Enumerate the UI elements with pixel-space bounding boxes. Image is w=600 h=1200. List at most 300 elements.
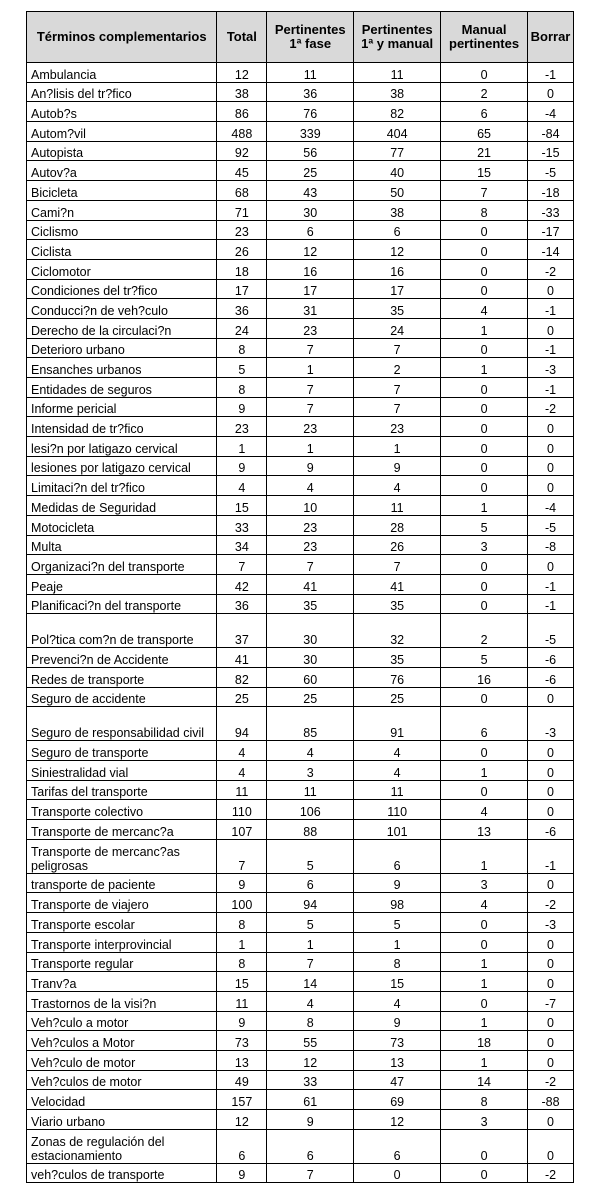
cell-total: 8 (217, 338, 267, 358)
cell-term: Transporte de mercanc?a (27, 820, 217, 840)
cell-total: 9 (217, 397, 267, 417)
table-row (27, 1050, 574, 1070)
cell-term: Pol?tica com?n de transporte (27, 614, 217, 648)
cell-relevant-first-phase: 43 (267, 181, 354, 201)
table-row (27, 648, 574, 668)
cell-total: 94 (217, 707, 267, 741)
cell-term: lesiones por latigazo cervical (27, 456, 217, 476)
cell-manual-relevant: 3 (441, 535, 528, 555)
cell-delete: -33 (528, 200, 574, 220)
cell-term: Bicicleta (27, 181, 217, 201)
cell-relevant-first-and-manual: 32 (354, 614, 441, 648)
cell-manual-relevant: 0 (441, 476, 528, 496)
cell-delete: 0 (528, 437, 574, 457)
table-row (27, 181, 574, 201)
cell-relevant-first-and-manual: 5 (354, 913, 441, 933)
cell-manual-relevant: 1 (441, 761, 528, 781)
cell-manual-relevant: 0 (441, 220, 528, 240)
cell-delete: -1 (528, 299, 574, 319)
cell-relevant-first-and-manual: 12 (354, 1110, 441, 1130)
cell-relevant-first-phase: 61 (267, 1090, 354, 1110)
cell-relevant-first-phase: 25 (267, 687, 354, 707)
cell-relevant-first-and-manual: 11 (354, 780, 441, 800)
cell-manual-relevant: 15 (441, 161, 528, 181)
cell-delete: 0 (528, 741, 574, 761)
cell-relevant-first-and-manual: 38 (354, 82, 441, 102)
cell-manual-relevant: 0 (441, 279, 528, 299)
cell-total: 38 (217, 82, 267, 102)
table-row (27, 102, 574, 122)
cell-relevant-first-phase: 7 (267, 338, 354, 358)
cell-relevant-first-phase: 4 (267, 476, 354, 496)
cell-relevant-first-and-manual: 91 (354, 707, 441, 741)
cell-term: An?lisis del tr?fico (27, 82, 217, 102)
cell-relevant-first-phase: 6 (267, 873, 354, 893)
cell-relevant-first-and-manual: 6 (354, 220, 441, 240)
cell-term: Siniestralidad vial (27, 761, 217, 781)
cell-relevant-first-phase: 11 (267, 780, 354, 800)
cell-term: veh?culos de transporte (27, 1163, 217, 1183)
cell-delete: -15 (528, 141, 574, 161)
cell-relevant-first-phase: 94 (267, 893, 354, 913)
cell-total: 9 (217, 1011, 267, 1031)
table-row (27, 417, 574, 437)
cell-delete: -2 (528, 1070, 574, 1090)
cell-relevant-first-phase: 85 (267, 707, 354, 741)
table-row (27, 839, 574, 873)
cell-relevant-first-phase: 3 (267, 761, 354, 781)
cell-relevant-first-and-manual: 12 (354, 240, 441, 260)
table-row (27, 200, 574, 220)
cell-manual-relevant: 1 (441, 952, 528, 972)
cell-relevant-first-phase: 8 (267, 1011, 354, 1031)
table-row (27, 220, 574, 240)
cell-total: 11 (217, 780, 267, 800)
table-row (27, 496, 574, 516)
header-terms: Términos complementarios (27, 12, 217, 63)
cell-delete: -1 (528, 378, 574, 398)
cell-term: Transporte escolar (27, 913, 217, 933)
cell-term: Ciclismo (27, 220, 217, 240)
cell-relevant-first-and-manual: 4 (354, 476, 441, 496)
cell-manual-relevant: 0 (441, 417, 528, 437)
cell-delete: -6 (528, 820, 574, 840)
cell-term: Limitaci?n del tr?fico (27, 476, 217, 496)
cell-delete: -2 (528, 397, 574, 417)
cell-relevant-first-and-manual: 7 (354, 555, 441, 575)
table-row (27, 952, 574, 972)
cell-delete: 0 (528, 456, 574, 476)
cell-term: lesi?n por latigazo cervical (27, 437, 217, 457)
cell-relevant-first-phase: 56 (267, 141, 354, 161)
cell-manual-relevant: 2 (441, 82, 528, 102)
cell-relevant-first-and-manual: 76 (354, 667, 441, 687)
cell-relevant-first-and-manual: 38 (354, 200, 441, 220)
cell-relevant-first-phase: 12 (267, 1050, 354, 1070)
cell-term: Informe pericial (27, 397, 217, 417)
cell-total: 8 (217, 913, 267, 933)
cell-delete: -3 (528, 358, 574, 378)
cell-manual-relevant: 0 (441, 378, 528, 398)
cell-term: Entidades de seguros (27, 378, 217, 398)
cell-total: 36 (217, 594, 267, 614)
cell-manual-relevant: 13 (441, 820, 528, 840)
cell-manual-relevant: 5 (441, 648, 528, 668)
table-row (27, 780, 574, 800)
cell-delete: 0 (528, 82, 574, 102)
cell-total: 9 (217, 1163, 267, 1183)
cell-total: 23 (217, 220, 267, 240)
cell-relevant-first-phase: 30 (267, 200, 354, 220)
cell-relevant-first-and-manual: 8 (354, 952, 441, 972)
cell-term: Veh?culos de motor (27, 1070, 217, 1090)
cell-relevant-first-and-manual: 17 (354, 279, 441, 299)
cell-delete: 0 (528, 972, 574, 992)
table-row (27, 893, 574, 913)
cell-relevant-first-phase: 17 (267, 279, 354, 299)
cell-relevant-first-and-manual: 2 (354, 358, 441, 378)
cell-relevant-first-phase: 23 (267, 318, 354, 338)
cell-manual-relevant: 3 (441, 1110, 528, 1130)
cell-manual-relevant: 4 (441, 893, 528, 913)
table-row (27, 63, 574, 83)
cell-manual-relevant: 0 (441, 259, 528, 279)
cell-term: Ciclista (27, 240, 217, 260)
cell-relevant-first-phase: 88 (267, 820, 354, 840)
cell-term: Zonas de regulación del estacionamiento (27, 1129, 217, 1163)
cell-total: 13 (217, 1050, 267, 1070)
cell-relevant-first-and-manual: 28 (354, 515, 441, 535)
table-row (27, 122, 574, 142)
cell-relevant-first-and-manual: 11 (354, 63, 441, 83)
cell-term: Planificaci?n del transporte (27, 594, 217, 614)
cell-term: Medidas de Seguridad (27, 496, 217, 516)
cell-delete: -2 (528, 1163, 574, 1183)
cell-relevant-first-phase: 9 (267, 1110, 354, 1130)
cell-delete: 0 (528, 800, 574, 820)
cell-total: 6 (217, 1129, 267, 1163)
cell-manual-relevant: 8 (441, 1090, 528, 1110)
cell-delete: 0 (528, 932, 574, 952)
cell-manual-relevant: 6 (441, 707, 528, 741)
cell-manual-relevant: 3 (441, 873, 528, 893)
cell-term: Veh?culo de motor (27, 1050, 217, 1070)
cell-total: 9 (217, 456, 267, 476)
cell-relevant-first-and-manual: 40 (354, 161, 441, 181)
table-row (27, 358, 574, 378)
cell-relevant-first-and-manual: 15 (354, 972, 441, 992)
cell-manual-relevant: 0 (441, 456, 528, 476)
cell-relevant-first-and-manual: 7 (354, 378, 441, 398)
cell-total: 15 (217, 972, 267, 992)
cell-delete: 0 (528, 780, 574, 800)
cell-manual-relevant: 14 (441, 1070, 528, 1090)
cell-term: Velocidad (27, 1090, 217, 1110)
table-row (27, 397, 574, 417)
cell-term: Ensanches urbanos (27, 358, 217, 378)
cell-delete: 0 (528, 318, 574, 338)
table-row (27, 299, 574, 319)
table-row (27, 761, 574, 781)
cell-relevant-first-and-manual: 7 (354, 397, 441, 417)
cell-relevant-first-and-manual: 1 (354, 932, 441, 952)
cell-delete: -14 (528, 240, 574, 260)
table-row (27, 913, 574, 933)
cell-term: Conducci?n de veh?culo (27, 299, 217, 319)
cell-total: 71 (217, 200, 267, 220)
cell-relevant-first-phase: 60 (267, 667, 354, 687)
cell-delete: -1 (528, 338, 574, 358)
cell-manual-relevant: 1 (441, 1011, 528, 1031)
cell-manual-relevant: 1 (441, 318, 528, 338)
cell-relevant-first-and-manual: 77 (354, 141, 441, 161)
cell-relevant-first-phase: 5 (267, 913, 354, 933)
cell-total: 5 (217, 358, 267, 378)
cell-delete: -8 (528, 535, 574, 555)
cell-relevant-first-phase: 30 (267, 614, 354, 648)
cell-term: Organizaci?n del transporte (27, 555, 217, 575)
table-row (27, 456, 574, 476)
cell-relevant-first-phase: 30 (267, 648, 354, 668)
cell-manual-relevant: 0 (441, 63, 528, 83)
terms-table (26, 11, 574, 1183)
table-row (27, 259, 574, 279)
cell-relevant-first-and-manual: 35 (354, 594, 441, 614)
cell-total: 68 (217, 181, 267, 201)
cell-relevant-first-and-manual: 0 (354, 1163, 441, 1183)
cell-relevant-first-phase: 41 (267, 574, 354, 594)
cell-manual-relevant: 0 (441, 932, 528, 952)
header-manual-relevant: Manual pertinentes (441, 12, 528, 63)
cell-delete: -5 (528, 614, 574, 648)
cell-total: 33 (217, 515, 267, 535)
cell-term: Derecho de la circulaci?n (27, 318, 217, 338)
cell-manual-relevant: 0 (441, 594, 528, 614)
cell-relevant-first-phase: 11 (267, 63, 354, 83)
cell-relevant-first-phase: 23 (267, 515, 354, 535)
cell-relevant-first-phase: 7 (267, 555, 354, 575)
cell-manual-relevant: 0 (441, 1129, 528, 1163)
cell-delete: 0 (528, 1031, 574, 1051)
cell-manual-relevant: 0 (441, 741, 528, 761)
cell-delete: 0 (528, 1050, 574, 1070)
cell-manual-relevant: 0 (441, 574, 528, 594)
cell-manual-relevant: 1 (441, 358, 528, 378)
cell-relevant-first-phase: 16 (267, 259, 354, 279)
table-row (27, 932, 574, 952)
cell-relevant-first-and-manual: 7 (354, 338, 441, 358)
table-row (27, 991, 574, 1011)
cell-term: Tranv?a (27, 972, 217, 992)
cell-relevant-first-phase: 55 (267, 1031, 354, 1051)
cell-relevant-first-and-manual: 50 (354, 181, 441, 201)
cell-delete: 0 (528, 1110, 574, 1130)
cell-relevant-first-phase: 10 (267, 496, 354, 516)
cell-relevant-first-phase: 6 (267, 1129, 354, 1163)
table-row (27, 873, 574, 893)
table-row (27, 820, 574, 840)
cell-delete: -1 (528, 594, 574, 614)
cell-relevant-first-and-manual: 16 (354, 259, 441, 279)
cell-delete: -17 (528, 220, 574, 240)
cell-relevant-first-phase: 106 (267, 800, 354, 820)
cell-delete: -3 (528, 707, 574, 741)
cell-manual-relevant: 4 (441, 299, 528, 319)
cell-total: 12 (217, 63, 267, 83)
cell-relevant-first-phase: 5 (267, 839, 354, 873)
cell-delete: 0 (528, 1011, 574, 1031)
cell-relevant-first-phase: 4 (267, 741, 354, 761)
cell-total: 110 (217, 800, 267, 820)
cell-total: 9 (217, 873, 267, 893)
cell-total: 42 (217, 574, 267, 594)
cell-relevant-first-and-manual: 23 (354, 417, 441, 437)
cell-manual-relevant: 0 (441, 991, 528, 1011)
cell-term: Seguro de responsabilidad civil (27, 707, 217, 741)
cell-total: 100 (217, 893, 267, 913)
cell-total: 86 (217, 102, 267, 122)
table-row (27, 1090, 574, 1110)
cell-term: Autopista (27, 141, 217, 161)
cell-total: 8 (217, 952, 267, 972)
cell-term: Seguro de accidente (27, 687, 217, 707)
cell-total: 37 (217, 614, 267, 648)
table-row (27, 535, 574, 555)
cell-delete: 0 (528, 279, 574, 299)
cell-total: 4 (217, 476, 267, 496)
cell-delete: -1 (528, 574, 574, 594)
cell-total: 15 (217, 496, 267, 516)
cell-manual-relevant: 2 (441, 614, 528, 648)
cell-total: 49 (217, 1070, 267, 1090)
cell-relevant-first-and-manual: 35 (354, 299, 441, 319)
cell-total: 488 (217, 122, 267, 142)
header-total: Total (217, 12, 267, 63)
cell-total: 92 (217, 141, 267, 161)
cell-relevant-first-and-manual: 4 (354, 741, 441, 761)
cell-delete: 0 (528, 476, 574, 496)
table-row (27, 555, 574, 575)
table-row (27, 240, 574, 260)
cell-relevant-first-phase: 7 (267, 378, 354, 398)
cell-relevant-first-and-manual: 11 (354, 496, 441, 516)
table-row (27, 1110, 574, 1130)
cell-manual-relevant: 1 (441, 839, 528, 873)
cell-term: Autom?vil (27, 122, 217, 142)
cell-term: Tarifas del transporte (27, 780, 217, 800)
cell-term: Autob?s (27, 102, 217, 122)
cell-term: Motocicleta (27, 515, 217, 535)
cell-delete: 0 (528, 873, 574, 893)
table-row (27, 161, 574, 181)
cell-manual-relevant: 21 (441, 141, 528, 161)
cell-term: Deterioro urbano (27, 338, 217, 358)
cell-relevant-first-and-manual: 9 (354, 873, 441, 893)
table-row (27, 515, 574, 535)
cell-term: transporte de paciente (27, 873, 217, 893)
cell-term: Transporte interprovincial (27, 932, 217, 952)
header-relevant-first-and-manual: Pertinentes 1ª y manual (354, 12, 441, 63)
cell-term: Transporte regular (27, 952, 217, 972)
cell-delete: 0 (528, 761, 574, 781)
cell-relevant-first-phase: 23 (267, 535, 354, 555)
cell-total: 11 (217, 991, 267, 1011)
cell-manual-relevant: 0 (441, 338, 528, 358)
cell-total: 1 (217, 932, 267, 952)
cell-total: 8 (217, 378, 267, 398)
table-row (27, 800, 574, 820)
cell-delete: -2 (528, 259, 574, 279)
cell-total: 26 (217, 240, 267, 260)
cell-relevant-first-phase: 23 (267, 417, 354, 437)
cell-relevant-first-and-manual: 41 (354, 574, 441, 594)
cell-manual-relevant: 1 (441, 972, 528, 992)
cell-relevant-first-phase: 9 (267, 456, 354, 476)
cell-relevant-first-and-manual: 4 (354, 761, 441, 781)
cell-manual-relevant: 8 (441, 200, 528, 220)
cell-delete: -1 (528, 839, 574, 873)
cell-relevant-first-phase: 339 (267, 122, 354, 142)
table-row (27, 476, 574, 496)
cell-term: Transporte colectivo (27, 800, 217, 820)
table-row (27, 594, 574, 614)
cell-total: 4 (217, 761, 267, 781)
cell-total: 1 (217, 437, 267, 457)
cell-relevant-first-and-manual: 4 (354, 991, 441, 1011)
cell-delete: -4 (528, 496, 574, 516)
cell-total: 7 (217, 555, 267, 575)
cell-relevant-first-and-manual: 25 (354, 687, 441, 707)
cell-delete: -88 (528, 1090, 574, 1110)
cell-term: Veh?culo a motor (27, 1011, 217, 1031)
cell-relevant-first-and-manual: 35 (354, 648, 441, 668)
table-row (27, 667, 574, 687)
cell-relevant-first-and-manual: 47 (354, 1070, 441, 1090)
table-row (27, 574, 574, 594)
cell-total: 73 (217, 1031, 267, 1051)
cell-manual-relevant: 6 (441, 102, 528, 122)
cell-total: 34 (217, 535, 267, 555)
cell-manual-relevant: 0 (441, 687, 528, 707)
table-row (27, 1163, 574, 1183)
cell-relevant-first-and-manual: 98 (354, 893, 441, 913)
cell-delete: 0 (528, 1129, 574, 1163)
cell-manual-relevant: 7 (441, 181, 528, 201)
cell-term: Autov?a (27, 161, 217, 181)
cell-manual-relevant: 18 (441, 1031, 528, 1051)
cell-term: Cami?n (27, 200, 217, 220)
cell-total: 107 (217, 820, 267, 840)
cell-relevant-first-and-manual: 1 (354, 437, 441, 457)
cell-relevant-first-and-manual: 26 (354, 535, 441, 555)
cell-term: Intensidad de tr?fico (27, 417, 217, 437)
cell-relevant-first-phase: 76 (267, 102, 354, 122)
cell-relevant-first-and-manual: 73 (354, 1031, 441, 1051)
table-row (27, 1070, 574, 1090)
table-row (27, 1129, 574, 1163)
header-relevant-first-phase: Pertinentes 1ª fase (267, 12, 354, 63)
cell-relevant-first-and-manual: 6 (354, 1129, 441, 1163)
header-delete: Borrar (528, 12, 574, 63)
cell-relevant-first-and-manual: 9 (354, 456, 441, 476)
cell-relevant-first-and-manual: 6 (354, 839, 441, 873)
cell-relevant-first-phase: 31 (267, 299, 354, 319)
cell-relevant-first-phase: 25 (267, 161, 354, 181)
cell-relevant-first-phase: 4 (267, 991, 354, 1011)
cell-relevant-first-and-manual: 110 (354, 800, 441, 820)
cell-relevant-first-phase: 7 (267, 397, 354, 417)
cell-term: Seguro de transporte (27, 741, 217, 761)
